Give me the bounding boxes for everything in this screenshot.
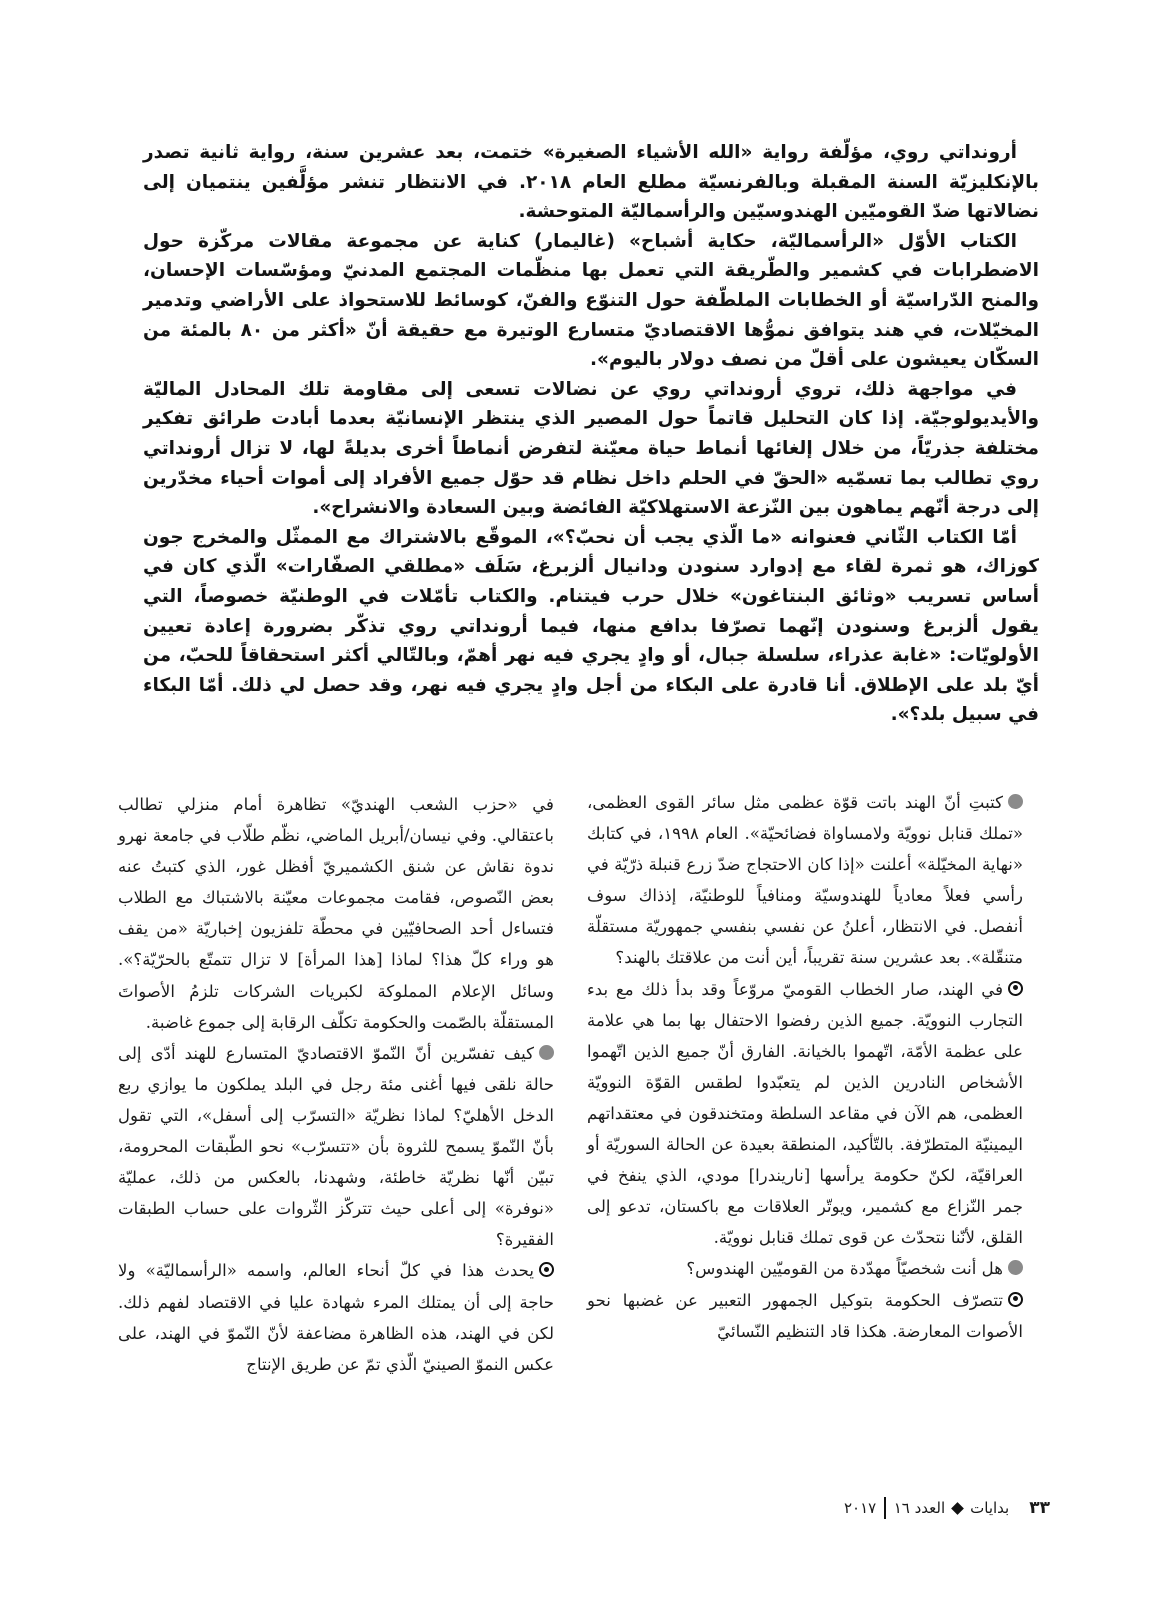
interview-question <box>587 1253 1023 1284</box>
answer-text: في «حزب الشعب الهنديّ» تظاهرة أمام منزلي تطالب باعتقالي. وفي نيسان/أبريل الماضي، نظّم طلّاب في جامعة نهرو ندوة نقاش عن شنق الكشميريّ أفظل غور، الذي كتبتُ عنه بعض النّصوص، فقامت مجموعات معيّنة بالاشتباك مع الطلاب فتساءل أحد الصحافيّين في محطّة تلفزيون إخباريّة «من يقف هو وراء كلّ هذا؟ لماذا [هذا المرأة] لا تزال تتمتّع بالحرّيّة؟». وسائل الإعلام المملوكة لكبريات الشركات تلزمُ الأصواتَ المستقلّة بالصّمت والحكومة تكلّف الرقابة إلى جموع غاضبة. <box>118 795 554 1032</box>
answer-icon <box>1008 981 1023 996</box>
intro-block <box>143 138 1039 730</box>
issue-number: العدد ١٦ <box>893 1499 946 1517</box>
answer-continuation <box>118 789 554 1038</box>
question-icon <box>539 1045 554 1060</box>
question-text: كيف تفسّرين أنّ النّموّ الاقتصاديّ المتسارع للهند أدّى إلى حالة نلقى فيها أغنى مئة رجل في البلد يملكون ما يوازي ربع الدخل الأهليّ؟ لماذا نظريّة «التسرّب إلى أسفل»، التي تقول بأنّ النّموّ يسمح للثروة بأن «تتسرّب» نحو الطّبقات المحرومة، تبيّن أنّها نظريّة خاطئة، وشهدنا، بالعكس من ذلك، عمليّة «نوفرة» إلى أعلى حيث تتركّز الثّروات على حساب الطبقات الفقيرة؟ <box>118 1043 554 1250</box>
magazine-name: بدايات <box>970 1499 1010 1517</box>
interview-answer <box>118 1255 554 1379</box>
interview-question <box>118 1038 554 1256</box>
intro-paragraph: الكتاب الأوّل «الرأسماليّة، حكاية أشباح» (غاليمار) كناية عن مجموعة مقالات مركّزة حول الاضطرابات في كشمير والطّريقة التي تعمل بها منظّمات المجتمع المدنيّ ومؤسّسات الإحسان، والمنح الدّراسيّة أو الخطابات الملطّفة حول التنوّع والفنّ، كوسائط للاستحواذ على الأراضي وتدمير المخيّلات، في هند يتوافق نموُّها الاقتصاديّ متسارع الوتيرة مع حقيقة أنّ «أكثر من ٨٠ بالمئة من السكّان يعيشون على أقلّ من نصف دولار باليوم». <box>143 230 1040 371</box>
question-icon <box>1008 1260 1023 1275</box>
interview-question <box>587 787 1023 974</box>
interview-answer <box>587 974 1023 1254</box>
question-text: هل أنت شخصيّاً مهدّدة من القوميّين الهندوس؟ <box>686 1259 1003 1279</box>
page-number: ٣٣ <box>1029 1498 1050 1518</box>
intro-paragraph: في مواجهة ذلك، تروي أرونداتي روي عن نضالات تسعى إلى مقاومة تلك المحادل الماليّة والأيديولوجيّة. إذا كان التحليل قاتماً حول المصير الذي ينتظر الإنسانيّة بعدما أبادت طرائق تفكير مختلفة جذريّاً، من خلال إلغائها أنماط حياة معيّنة لتفرض أنماطاً أخرى بديلةً لها، لا تزال أرونداتي روي تطالب بما تسمّيه «الحقّ في الحلم داخل نظام قد حوّل جميع الأفراد إلى أموات أحياء مخدّرين إلى درجة أنّهم يماهون بين النّزعة الاستهلاكيّة الفائضة وبين السعادة والانشراح». <box>143 378 1039 519</box>
intro-paragraph: أرونداتي روي، مؤلّفة رواية «الله الأشياء الصغيرة» ختمت، بعد عشرين سنة، رواية ثانية تصدر بالإنكليزيّة السنة المقبلة وبالفرنسيّة مطلع العام ٢٠١٨. في الانتظار تنشر مؤلَّفين ينتميان إلى نضالاتها ضدّ القوميّين الهندوسيّين والرأسماليّة المتوحشة. <box>143 142 1039 223</box>
diamond-icon <box>951 1502 964 1515</box>
interview-column-left <box>118 789 554 1380</box>
answer-text: يحدث هذا في كلّ أنحاء العالم، واسمه «الرأسماليّة» ولا حاجة إلى أن يمتلك المرء شهادة عليا في الاقتصاد لفهم ذلك. لكن في الهند، هذه الظاهرة مضاعفة لأنّ النّموّ في الهند، على عكس النموّ الصينيّ الّذي تمّ عن طريق الإنتاج <box>118 1261 554 1374</box>
answer-text: تتصرّف الحكومة بتوكيل الجمهور التعبير عن غضبها نحو الأصوات المعارضة. هكذا قاد التنظيم النّسائيّ <box>587 1290 1023 1341</box>
question-icon <box>1008 794 1023 809</box>
interview-answer <box>587 1285 1023 1347</box>
page-footer <box>820 1496 1050 1520</box>
question-text: كتبتِ أنّ الهند باتت قوّة عظمى مثل سائر القوى العظمى، «تملك قنابل نوويّة ولامساواة فضائحيّة». العام ١٩٩٨، في كتابك «نهاية المخيّلة» أعلنت «إذا كان الاحتجاج ضدّ زرع قنبلة ذرّيّة في رأسي فعلاً معادياً للهندوسيّة ومنافياً للوطنيّة، إذذاك سوف أنفصل. في الانتظار، أعلنُ عن نفسي بنفسي جمهوريّة مستقلّة متنقّلة». بعد عشرين سنة تقريباً، أين أنت من علاقتك بالهند؟ <box>587 793 1023 968</box>
answer-icon <box>1008 1292 1023 1307</box>
issue-year: ٢٠١٧ <box>843 1499 877 1517</box>
answer-icon <box>539 1262 554 1277</box>
answer-text: في الهند، صار الخطاب القوميّ مروّعاً وقد بدأ ذلك مع بدء التجارب النوويّة. جميع الذين رفضوا الاحتفال بها بما هي علامة على عظمة الأمّة، اتّهموا بالخيانة. الفارق أنّ جميع الذين اتّهموا الأشخاص النادرين الذين لم يتعبّدوا لطقس القوّة النوويّة العظمى، هم الآن في مقاعد السلطة ومتخندقون في معتقداتهم اليمينيّة المتطرّفة. بالتّأكيد، المنطقة بعيدة عن الحالة السوريّة أو العراقيّة، لكنّ حكومة يرأسها [ناريندرا] مودي، الذي ينفخ في جمر النّزاع مع كشمير، ويوتّر العلاقات مع باكستان، تدعو إلى القلق، لأنّنا نتحدّث عن قوى تملك قنابل نوويّة. <box>587 979 1023 1248</box>
intro-paragraph: أمّا الكتاب الثّاني فعنوانه «ما الّذي يجب أن نحبّ؟»، الموقّع بالاشتراك مع الممثّل والمخرج جون كوزاك، هو ثمرة لقاء مع إدوارد سنودن ودانيال ألزبرغ، سَلَف «مطلقي الصفّارات» الّذي كان في أساس تسريب «وثائق البنتاغون» خلال حرب فيتنام. والكتاب تأمّلات في الوطنيّة خصوصاً، التي يقول ألزبرغ وسنودن إنّهما تصرّفا بدافع منها، فيما أرونداتي روي تذكّر بضرورة إعادة تعيين الأولويّات: «غابة عذراء، سلسلة جبال، أو وادٍ يجري فيه نهر أهمّ، وبالتّالي أكثر استحقاقاً للحبّ، من أيّ بلد على الإطلاق. أنا قادرة على البكاء من أجل وادٍ يجري فيه نهر، وقد حصل لي ذلك. أمّا البكاء في سبيل بلد؟». <box>143 526 1039 726</box>
divider <box>884 1497 886 1519</box>
interview-column-right <box>587 787 1023 1347</box>
